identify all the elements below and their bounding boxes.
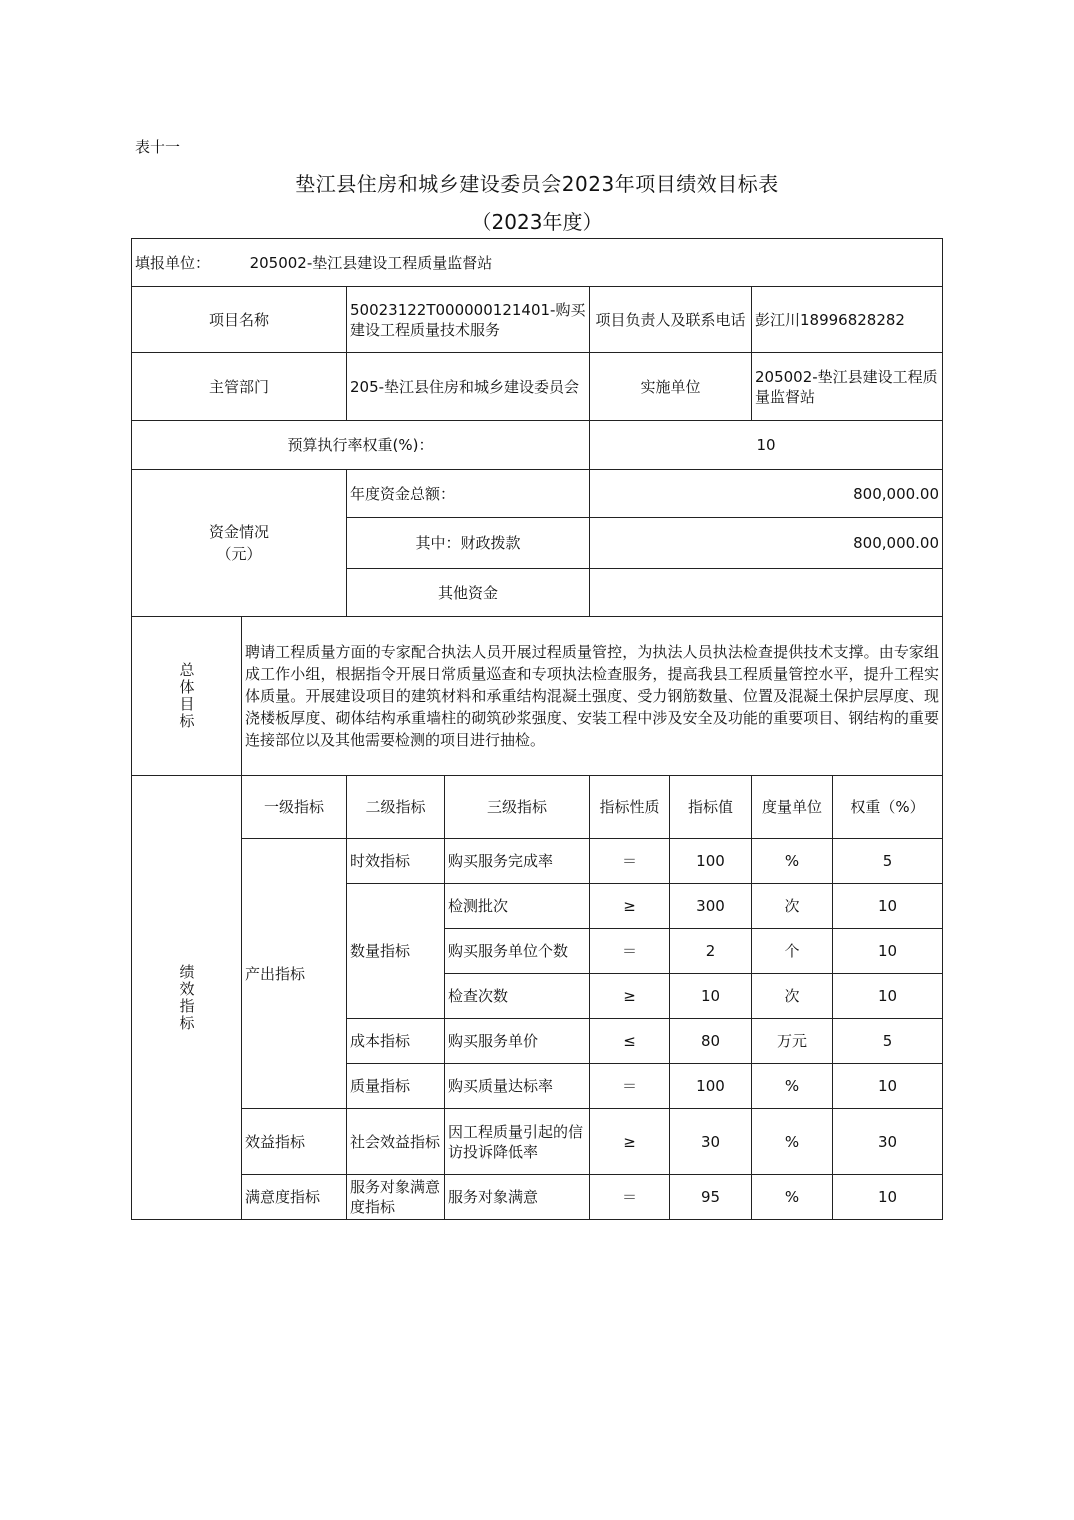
filler-label: 填报单位： xyxy=(135,253,211,272)
op-cell: ≥ xyxy=(590,1109,670,1175)
table-row xyxy=(132,1109,943,1175)
table-row xyxy=(132,1175,943,1220)
dept-value: 205-垫江县住房和城乡建设委员会 xyxy=(347,353,590,421)
funds-total-value: 800,000.00 xyxy=(590,470,943,518)
level2-cell: 服务对象满意度指标 xyxy=(347,1175,445,1220)
filler-value: 205002-垫江县建设工程质量监督站 xyxy=(249,253,493,272)
op-cell: ≥ xyxy=(590,974,670,1019)
unit-cell: % xyxy=(752,1109,833,1175)
funds-other-value xyxy=(590,569,943,617)
value-cell: 10 xyxy=(670,974,752,1019)
unit-cell: 个 xyxy=(752,929,833,974)
value-cell: 2 xyxy=(670,929,752,974)
weight-cell: 10 xyxy=(833,929,943,974)
budget-weight-value: 10 xyxy=(590,421,943,470)
impl-label: 实施单位 xyxy=(590,353,752,421)
level2-cell: 质量指标 xyxy=(347,1064,445,1109)
value-cell: 100 xyxy=(670,839,752,884)
header-cell: 指标性质 xyxy=(590,776,670,839)
page-title: 垫江县住房和城乡建设委员会2023年项目绩效目标表 xyxy=(295,172,779,196)
level2-cell: 社会效益指标 xyxy=(347,1109,445,1175)
level3-cell: 服务对象满意 xyxy=(445,1175,590,1220)
value-cell: 95 xyxy=(670,1175,752,1220)
goal-label-cell xyxy=(132,617,242,776)
value-cell: 300 xyxy=(670,884,752,929)
header-cell: 度量单位 xyxy=(752,776,833,839)
page-subtitle: （2023年度） xyxy=(471,210,603,234)
header-cell: 指标值 xyxy=(670,776,752,839)
goal-text: 聘请工程质量方面的专家配合执法人员开展过程质量管控，为执法人员执法检查提供技术支撑。由专家组成工作小组，根据指令开展日常质量巡查和专项执法检查服务，提高我县工程质量管控水平，提升工程实体质量。开展建设项目的建筑材料和承重结构混凝土强度、受力钢筋数量、位置及混凝土保护层厚度、现浇楼板厚度、砌体结构承重墙柱的砌筑砂浆强度、安装工程中涉及安全及功能的重要项目、钢结构的重要连接部位以及其他需要检测的项目进行抽检。 xyxy=(242,617,943,776)
weight-cell: 30 xyxy=(833,1109,943,1175)
unit-cell: 万元 xyxy=(752,1019,833,1064)
value-cell: 100 xyxy=(670,1064,752,1109)
level2-cell: 时效指标 xyxy=(347,839,445,884)
op-cell: ＝ xyxy=(590,1175,670,1220)
unit-cell: % xyxy=(752,1064,833,1109)
level1-cell: 效益指标 xyxy=(242,1109,347,1175)
budget-weight-label: 预算执行率权重(%)： xyxy=(132,421,590,470)
project-name-value: 50023122T000000121401-购买建设工程质量技术服务 xyxy=(347,287,590,353)
value-cell: 80 xyxy=(670,1019,752,1064)
indicators-label: 绩效指标 xyxy=(177,963,196,1032)
level3-cell: 因工程质量引起的信访投诉降低率 xyxy=(445,1109,590,1175)
level2-cell: 数量指标 xyxy=(347,884,445,1019)
performance-table xyxy=(131,238,943,1220)
weight-cell: 5 xyxy=(833,1019,943,1064)
dept-label: 主管部门 xyxy=(132,353,347,421)
weight-cell: 10 xyxy=(833,1064,943,1109)
level3-cell: 购买服务单价 xyxy=(445,1019,590,1064)
header-cell: 二级指标 xyxy=(347,776,445,839)
level3-cell: 购买服务单位个数 xyxy=(445,929,590,974)
header-cell: 权重（%） xyxy=(833,776,943,839)
weight-cell: 10 xyxy=(833,974,943,1019)
op-cell: ＝ xyxy=(590,929,670,974)
filler-row xyxy=(132,239,943,287)
op-cell: ＝ xyxy=(590,1064,670,1109)
weight-cell: 5 xyxy=(833,839,943,884)
level3-cell: 检查次数 xyxy=(445,974,590,1019)
unit-cell: % xyxy=(752,839,833,884)
project-contact-label: 项目负责人及联系电话 xyxy=(590,287,752,353)
funds-fiscal-value: 800,000.00 xyxy=(590,518,943,569)
indicators-label-cell xyxy=(132,776,242,1220)
header-cell: 三级指标 xyxy=(445,776,590,839)
op-cell: ≤ xyxy=(590,1019,670,1064)
project-contact-value: 彭江川18996828282 xyxy=(752,287,943,353)
unit-cell: 次 xyxy=(752,884,833,929)
unit-cell: % xyxy=(752,1175,833,1220)
level3-cell: 购买服务完成率 xyxy=(445,839,590,884)
impl-value: 205002-垫江县建设工程质量监督站 xyxy=(752,353,943,421)
weight-cell: 10 xyxy=(833,884,943,929)
level2-cell: 成本指标 xyxy=(347,1019,445,1064)
table-row xyxy=(132,839,943,884)
funds-fiscal-label: 其中：财政拨款 xyxy=(347,518,590,569)
level3-cell: 检测批次 xyxy=(445,884,590,929)
level1-cell: 满意度指标 xyxy=(242,1175,347,1220)
value-cell: 30 xyxy=(670,1109,752,1175)
header-cell: 一级指标 xyxy=(242,776,347,839)
level3-cell: 购买质量达标率 xyxy=(445,1064,590,1109)
funds-total-label: 年度资金总额： xyxy=(347,470,590,518)
goal-label: 总体目标 xyxy=(177,662,196,730)
funds-other-label: 其他资金 xyxy=(347,569,590,617)
unit-cell: 次 xyxy=(752,974,833,1019)
sheet-label: 表十一 xyxy=(135,138,181,156)
weight-cell: 10 xyxy=(833,1175,943,1220)
funds-label: 资金情况（元） xyxy=(132,470,347,617)
op-cell: ＝ xyxy=(590,839,670,884)
project-name-label: 项目名称 xyxy=(132,287,347,353)
op-cell: ≥ xyxy=(590,884,670,929)
level1-cell: 产出指标 xyxy=(242,839,347,1109)
